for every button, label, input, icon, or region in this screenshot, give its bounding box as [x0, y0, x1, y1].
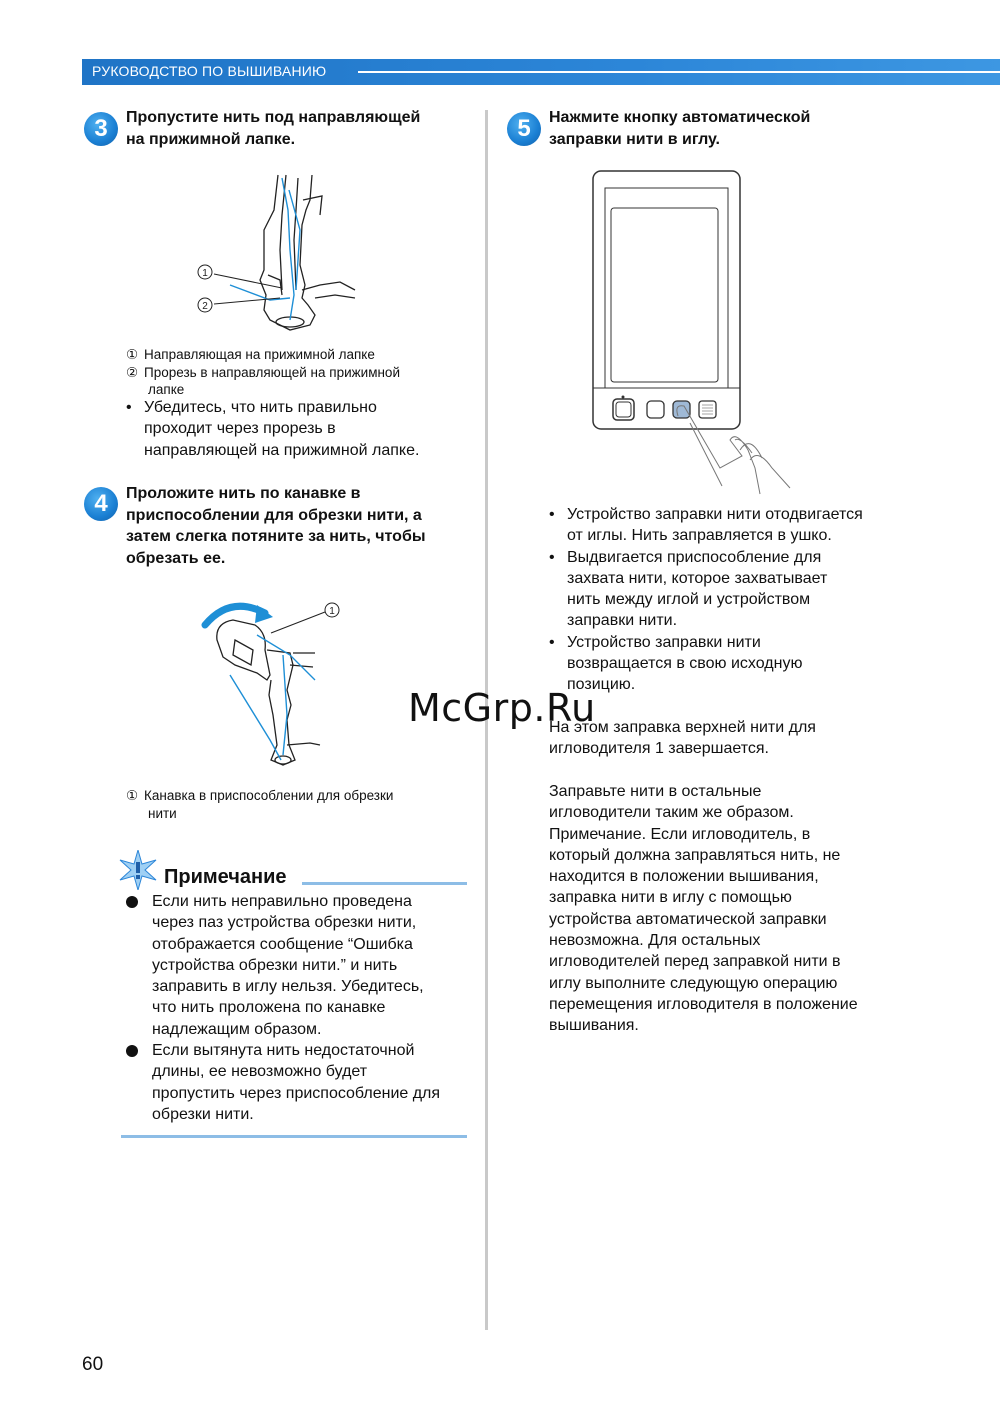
legend-text: нити: [148, 805, 177, 821]
legend-text: Канавка в приспособлении для обрезки: [144, 788, 394, 803]
paragraph-line: перемещения игловодителя в положение: [549, 995, 858, 1013]
thread-cutter-illustration: [195, 595, 355, 775]
note-item: [126, 1040, 471, 1125]
paragraph-line: игловодители таким же образом.: [549, 804, 794, 822]
bullet-mark: •: [549, 548, 555, 566]
step-4-icon: 4: [84, 487, 118, 521]
step-5-icon: 5: [507, 112, 541, 146]
bullet-item: [126, 397, 471, 461]
step-3-bullet: [126, 397, 471, 461]
step-5-paragraph-1: [549, 717, 899, 760]
paragraph-line: устройства автоматической заправки: [549, 910, 827, 928]
step-4-title-line: приспособлении для обрезки нити, а: [126, 506, 422, 524]
bullet-line: нить между иглой и устройством: [567, 591, 811, 609]
paragraph-line: Примечание. Если игловодитель, в: [549, 825, 811, 843]
page-number: 60: [82, 1354, 104, 1375]
bullet-line: Устройство заправки нити отодвигается: [567, 506, 863, 523]
note-line: заправить в иглу нельзя. Убедитесь,: [152, 978, 424, 996]
step-5-title: [549, 107, 899, 150]
step-3-icon: 3: [84, 112, 118, 146]
step-4-legend: [126, 787, 466, 822]
legend-marker: ①: [126, 347, 139, 362]
paragraph-line: невозможна. Для остальных: [549, 932, 761, 950]
bullet-line: заправки нити.: [567, 612, 678, 630]
bullet-line: возвращается в свою исходную: [567, 655, 803, 673]
legend-text: Прорезь в направляющей на прижимной: [144, 364, 400, 380]
paragraph-line: заправка нити в иглу с помощью: [549, 889, 792, 907]
paragraph-line: Заправьте нити в остальные: [549, 783, 762, 800]
paragraph-line: На этом заправка верхней нити для: [549, 719, 816, 736]
note-line: Если вытянута нить недостаточной: [152, 1042, 415, 1060]
callout-1-marker: 1: [329, 606, 335, 617]
bullet-line: захвата нити, которое захватывает: [567, 569, 828, 587]
legend-text: лапке: [148, 382, 185, 397]
step-3-legend: [126, 346, 466, 399]
note-line: надлежащим образом.: [152, 1020, 322, 1038]
bullet-item: [549, 632, 899, 696]
legend-marker: ①: [126, 788, 139, 803]
step-5-paragraph-2: [549, 781, 899, 1037]
legend-item: [126, 787, 466, 805]
paragraph-line: игловодителя 1 завершается.: [549, 740, 769, 758]
bullet-item: [549, 547, 899, 632]
header-rule: [358, 71, 1000, 73]
bullet-mark: •: [549, 633, 555, 651]
note-line: что нить проложена по канавке: [152, 999, 386, 1017]
note-line: длины, ее невозможно будет: [152, 1063, 368, 1081]
step-4-title-line: затем слегка потяните за нить, чтобы: [126, 528, 426, 545]
callout-2-marker: 2: [202, 301, 208, 312]
note-bottom-rule: [121, 1135, 467, 1138]
step-5-title-line: Нажмите кнопку автоматической: [549, 109, 811, 126]
presser-foot-illustration: [190, 170, 390, 340]
paragraph-line: который должна заправляться нить, не: [549, 846, 841, 864]
note-line: обрезки нити.: [152, 1105, 254, 1123]
note-line: отображается сообщение “Ошибка: [152, 935, 413, 953]
bullet-line: позицию.: [567, 676, 636, 694]
note-item: [126, 891, 471, 1040]
note-title: Примечание: [164, 866, 287, 888]
note-line: пропустить через приспособление для: [152, 1084, 441, 1102]
bullet-line: от иглы. Нить заправляется в ушко.: [567, 527, 832, 545]
step-4-title-line: Проложите нить по канавке в: [126, 485, 361, 502]
legend-marker: ②: [126, 364, 139, 380]
control-panel-illustration: [590, 168, 810, 503]
bullet-mark: •: [126, 399, 132, 416]
watermark: McGrp.Ru: [408, 686, 596, 730]
paragraph-line: вышивания.: [549, 1017, 639, 1035]
legend-item: [126, 346, 466, 364]
section-header-title: РУКОВОДСТВО ПО ВЫШИВАНИЮ: [92, 63, 327, 79]
step-3-title: [126, 107, 476, 150]
section-header-bar: [82, 59, 1000, 85]
note-sparkle-icon: [118, 850, 158, 890]
note-title-rule: [302, 882, 467, 885]
bullet-mark: •: [549, 506, 555, 523]
note-line: Если нить неправильно проведена: [152, 893, 412, 910]
step-4-title-line: обрезать ее.: [126, 549, 226, 567]
note-line: устройства обрезки нити.” и нить: [152, 956, 398, 974]
paragraph-line: находится в положении вышивания,: [549, 868, 819, 886]
step-5-title-line: заправки нити в иглу.: [549, 130, 720, 148]
callout-1-marker: 1: [202, 268, 208, 279]
step-3-title-line: на прижимной лапке.: [126, 130, 296, 148]
bullet-dot: [126, 896, 138, 908]
bullet-item: [549, 504, 899, 547]
step-4-title: [126, 483, 476, 569]
paragraph-line: игловодителей перед заправкой нити в: [549, 953, 841, 971]
bullet-line: Устройство заправки нити: [567, 633, 761, 651]
note-line: через паз устройства обрезки нити,: [152, 914, 417, 932]
note-list: [126, 891, 471, 1125]
bullet-line: Выдвигается приспособление для: [567, 548, 822, 566]
paragraph-line: иглу выполните следующую операцию: [549, 974, 838, 992]
step-3-title-line: Пропустите нить под направляющей: [126, 109, 421, 126]
bullet-line: проходит через прорезь в: [144, 420, 336, 438]
bullet-line: Убедитесь, что нить правильно: [144, 399, 377, 416]
step-5-bullets: [549, 504, 899, 696]
bullet-line: направляющей на прижимной лапке.: [144, 441, 420, 459]
bullet-dot: [126, 1045, 138, 1057]
legend-item: [126, 364, 466, 382]
legend-text: Направляющая на прижимной лапке: [144, 347, 375, 362]
